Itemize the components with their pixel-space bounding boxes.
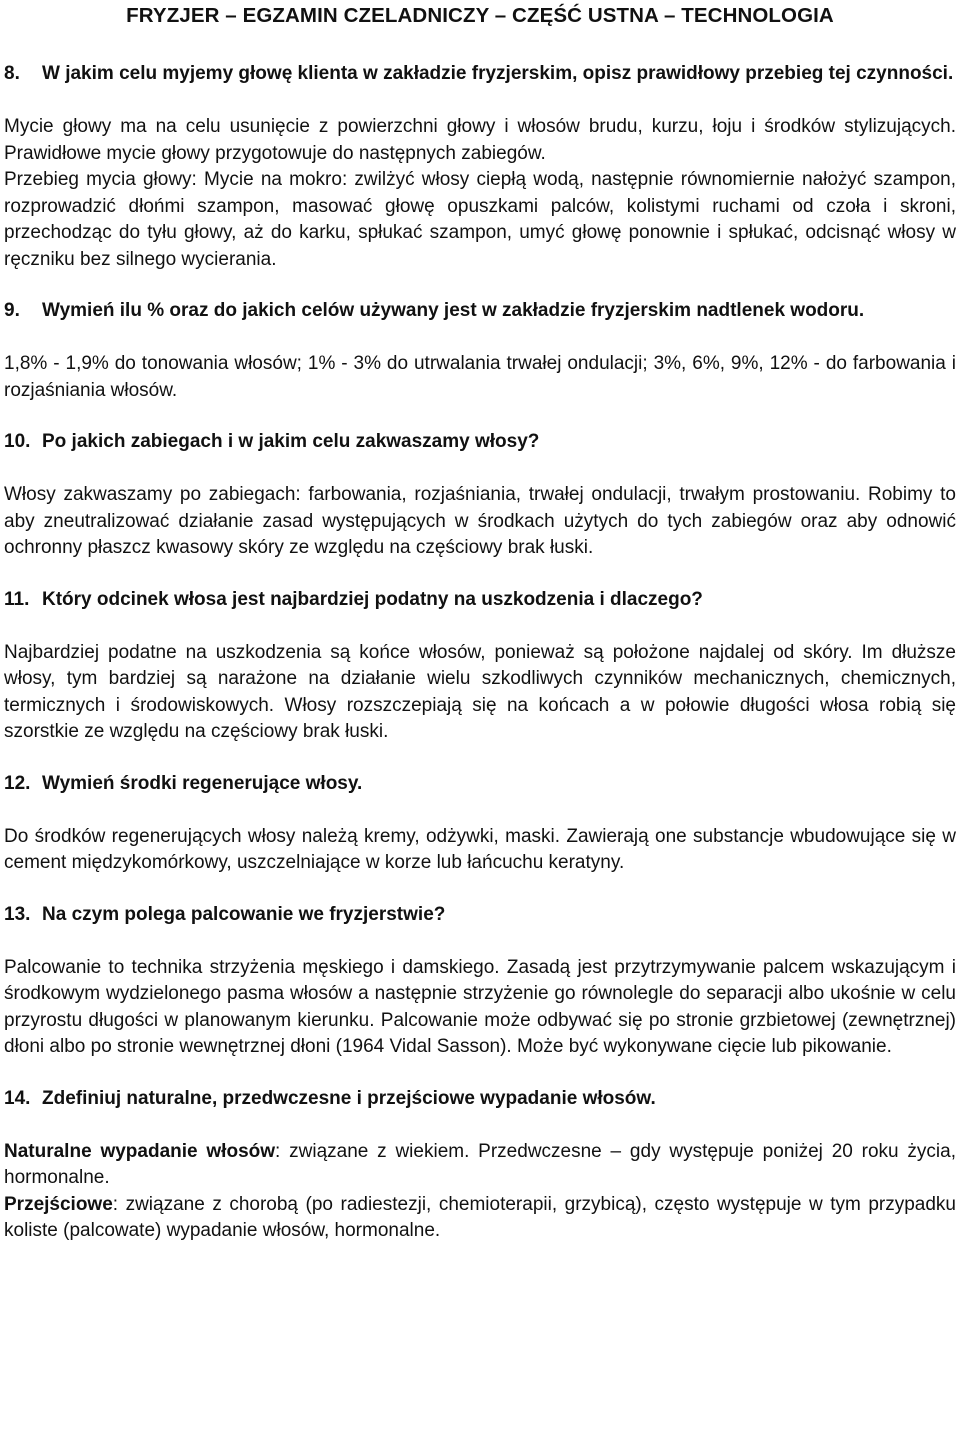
- question-number: 13.: [4, 903, 31, 925]
- question-text: Po jakich zabiegach i w jakim celu zakwaszamy włosy?: [42, 431, 540, 452]
- answer-14-transitional: [4, 1192, 956, 1245]
- question-text: W jakim celu myjemy głowę klienta w zakładzie fryzjerskim, opisz prawidłowy przebieg tej czynności.: [42, 63, 954, 84]
- answer-12: Do środków regenerujących włosy należą kremy, odżywki, maski. Zawierają one substancje wbudowujące się w cement międzykomórkowy, uszczelniające w korze lub łańcuchu keratyny.: [4, 825, 956, 873]
- question-number: 9.: [4, 300, 20, 321]
- page-header: FRYZJER – EGZAMIN CZELADNICZY – CZĘŚĆ USTNA – TECHNOLOGIA: [126, 4, 834, 27]
- term-transitional: Przejściowe: [4, 1193, 113, 1215]
- question-12: [4, 771, 956, 797]
- answer-9: 1,8% - 1,9% do tonowania włosów; 1% - 3% do utrwalania trwałej ondulacji; 3%, 6%, 9%, 12% - do farbowania i rozjaśniania włosów.: [4, 353, 956, 401]
- question-text: Na czym polega palcowanie we fryzjerstwie?: [42, 903, 446, 925]
- question-number: 12.: [4, 772, 31, 794]
- question-text: Który odcinek włosa jest najbardziej podatny na uszkodzenia i dlaczego?: [42, 588, 703, 610]
- answer-14-natural: [4, 1139, 956, 1192]
- answer-8-paragraph-2: Przebieg mycia głowy: Mycie na mokro: zwilżyć włosy ciepłą wodą, następnie równomiernie nałożyć szampon, rozprowadzić dłońmi szampon, masować głowę opuszkami palców, kolistymi ruchami od czoła i skroni, przechodząc do tyłu głowy, aż do karku, spłukać szampon, umyć głowę ponownie i spłukać, odcisnąć włosy w ręczniku bez silnego wycierania.: [4, 169, 956, 270]
- question-11: [4, 587, 956, 613]
- question-8: [4, 61, 956, 87]
- question-number: 11.: [4, 588, 30, 610]
- answer-11: Najbardziej podatne na uszkodzenia są końce włosów, ponieważ są położone najdalej od skóry. Im dłuższe włosy, tym bardziej są narażone na działanie wielu szkodliwych czynników mechanicznych, chemicznych, termicznych i środowiskowych. Włosy rozszczepiają się na końcach a w połowie długości włosa robią się szorstkie ze względu na częściowy brak łuski.: [4, 641, 956, 742]
- question-text: Wymień środki regenerujące włosy.: [42, 772, 363, 794]
- answer-8-paragraph-1: Mycie głowy ma na celu usunięcie z powierzchni głowy i włosów brudu, kurzu, łoju i środków stylizujących. Prawidłowe mycie głowy przygotowuje do następnych zabiegów.: [4, 116, 956, 164]
- question-text: Zdefiniuj naturalne, przedwczesne i przejściowe wypadanie włosów.: [42, 1087, 656, 1109]
- answer-10: Włosy zakwaszamy po zabiegach: farbowania, rozjaśniania, trwałej ondulacji, trwałym prostowaniu. Robimy to aby zneutralizować działanie zasad występujących w środkach użytych do tych zabiegów oraz aby odnowić ochronny płaszcz kwasowy skóry ze względu na częściowy brak łuski.: [4, 484, 956, 558]
- question-13: [4, 902, 956, 928]
- question-number: 14.: [4, 1087, 31, 1109]
- document-page: [4, 0, 956, 1245]
- definition-transitional: : związane z chorobą (po radiestezji, chemioterapii, grzybicą), często występuje w tym przypadku koliste (palcowate) wypadanie włosów, hormonalne.: [4, 1193, 956, 1241]
- question-14: [4, 1086, 956, 1112]
- question-10: [4, 429, 956, 455]
- question-number: 10.: [4, 431, 31, 452]
- question-number: 8.: [4, 63, 20, 84]
- question-9: [4, 298, 956, 324]
- definition-natural: : związane z wiekiem. Przedwczesne – gdy występuje poniżej 20 roku życia, hormonalne.: [4, 1140, 957, 1188]
- term-natural: Naturalne wypadanie włosów: [4, 1140, 276, 1162]
- question-text: Wymień ilu % oraz do jakich celów używany jest w zakładzie fryzjerskim nadtlenek wodoru.: [42, 300, 865, 321]
- answer-13: Palcowanie to technika strzyżenia męskiego i damskiego. Zasadą jest przytrzymywanie palcem wskazującym i środkowym wydzielonego pasma włosów a następnie strzyżenie go równolegle do separacji albo ukośnie w celu przyrostu długości w planowanym kierunku. Palcowanie może odbywać się po stronie grzbietowej (zewnętrznej) dłoni albo po stronie wewnętrznej dłoni (1964 Vidal Sasson). Może być wykonywane cięcie lub pikowanie.: [4, 956, 956, 1057]
